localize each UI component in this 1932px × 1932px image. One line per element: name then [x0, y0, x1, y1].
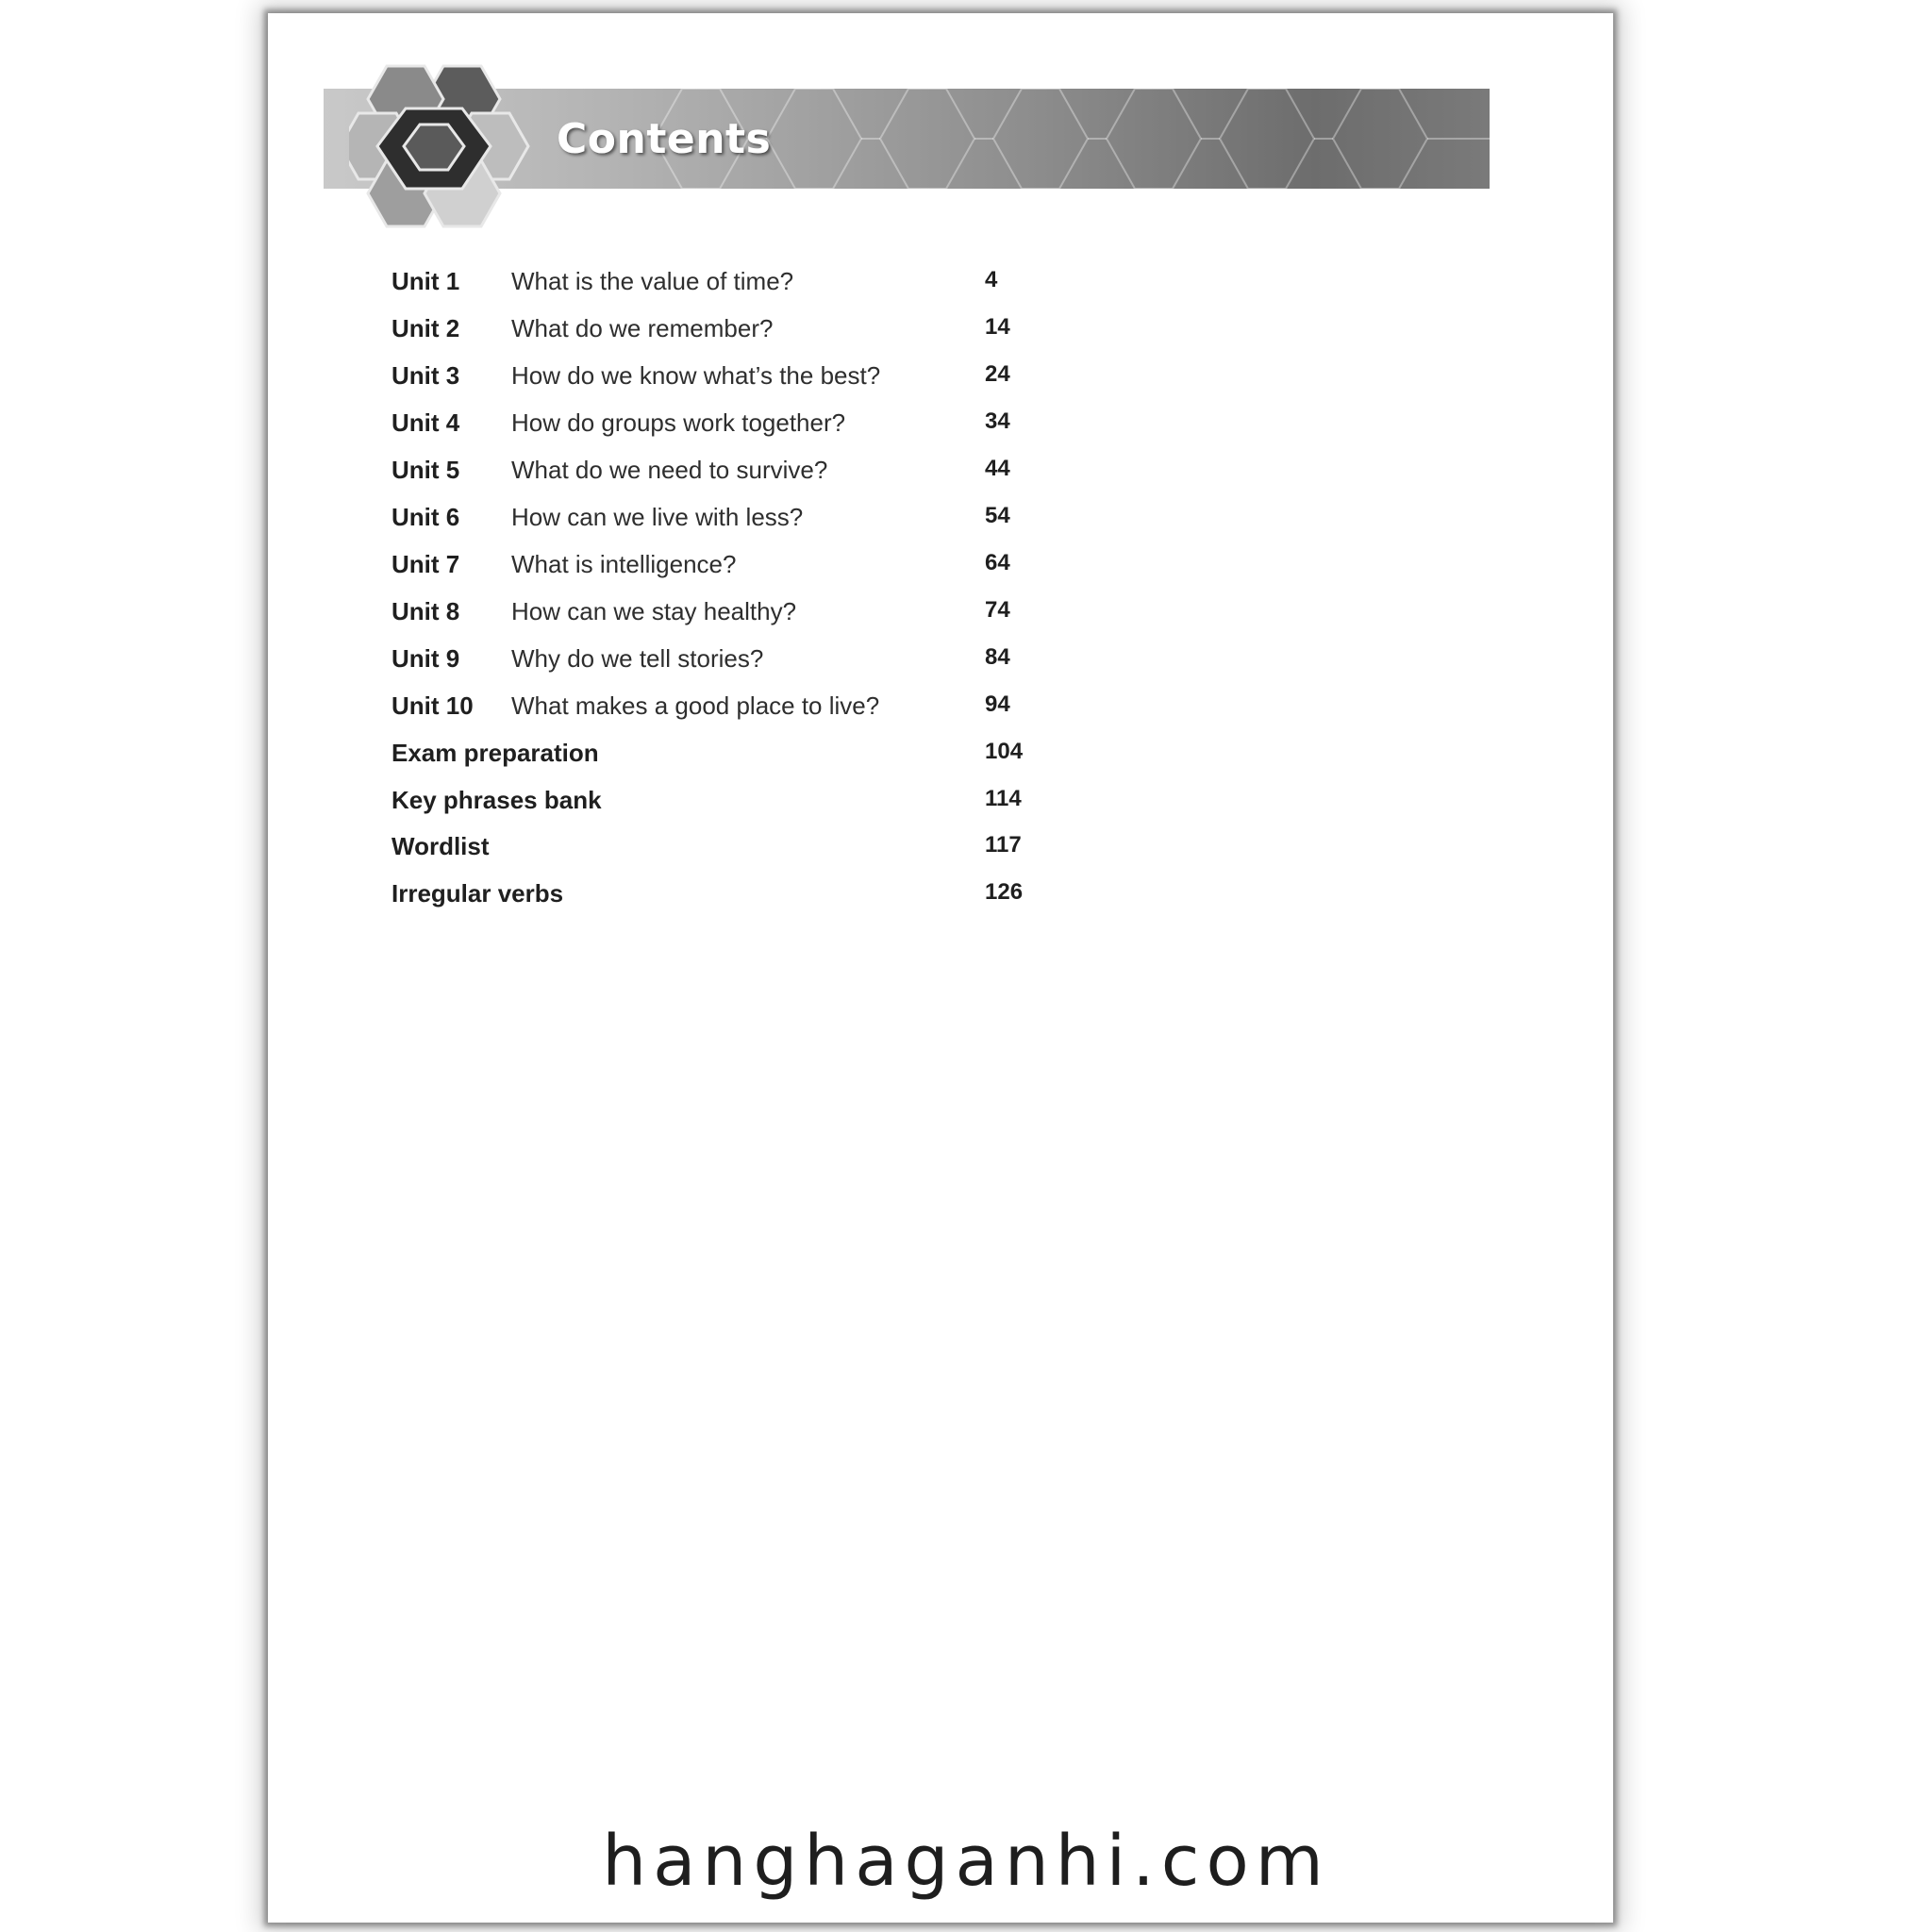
toc-row-unit-6[interactable]	[391, 503, 1052, 550]
toc-section-title: Wordlist	[391, 832, 490, 860]
toc-row-irregular-verbs[interactable]	[391, 879, 1052, 926]
toc-unit-title: How can we live with less?	[511, 503, 804, 531]
toc-unit-label: Unit 4	[391, 408, 460, 437]
toc-page-number: 104	[985, 739, 1024, 764]
toc-unit-title: What is intelligence?	[511, 550, 737, 578]
toc-row-wordlist[interactable]	[391, 832, 1052, 879]
toc-unit-label: Unit 1	[391, 267, 460, 295]
toc-unit-label: Unit 3	[391, 361, 460, 390]
toc-unit-label: Unit 7	[391, 550, 460, 578]
watermark-text: hanghaganhi.com	[602, 1821, 1330, 1902]
toc-unit-title: How can we stay healthy?	[511, 597, 797, 625]
toc-page-number: 117	[985, 832, 1022, 858]
toc-page-number: 44	[985, 456, 1010, 481]
toc-unit-title: What do we remember?	[511, 314, 774, 342]
toc-row-unit-5[interactable]	[391, 456, 1052, 503]
toc-row-unit-3[interactable]	[391, 361, 1052, 408]
hexagon-emblem-icon	[349, 57, 538, 236]
toc-unit-label: Unit 8	[391, 597, 460, 625]
toc-section-title: Exam preparation	[391, 739, 599, 767]
toc-row-exam-preparation[interactable]	[391, 739, 1052, 786]
toc-section-title: Irregular verbs	[391, 878, 564, 908]
toc-unit-label: Unit 9	[391, 644, 460, 673]
toc-row-unit-4[interactable]	[391, 408, 1052, 456]
toc-row-unit-9[interactable]	[391, 644, 1052, 691]
toc-page-number: 24	[985, 361, 1010, 387]
toc-page-number: 94	[985, 691, 1010, 717]
toc-page-number: 126	[985, 878, 1024, 905]
toc-page-number: 4	[985, 267, 998, 292]
toc-unit-title: How do we know what’s the best?	[511, 361, 881, 390]
toc-page-number: 54	[985, 503, 1010, 528]
toc-row-unit-10[interactable]	[391, 691, 1052, 739]
toc-page-number: 34	[985, 408, 1010, 434]
toc-unit-label: Unit 5	[391, 456, 460, 484]
toc-unit-title: How do groups work together?	[511, 408, 846, 437]
toc-unit-title: What is the value of time?	[511, 267, 794, 295]
toc-section-title: Key phrases bank	[391, 785, 602, 814]
toc-unit-title: What makes a good place to live?	[511, 691, 880, 720]
table-of-contents	[391, 267, 1052, 925]
toc-row-unit-8[interactable]	[391, 597, 1052, 644]
toc-row-unit-7[interactable]	[391, 550, 1052, 597]
toc-row-key-phrases-bank[interactable]	[391, 786, 1052, 833]
toc-unit-title: Why do we tell stories?	[511, 644, 764, 673]
toc-page-number: 74	[985, 597, 1010, 623]
toc-page-number: 114	[985, 785, 1022, 811]
toc-page-number: 14	[985, 314, 1010, 340]
toc-unit-label: Unit 2	[391, 314, 460, 342]
toc-page-number: 64	[985, 550, 1010, 575]
toc-unit-title: What do we need to survive?	[511, 456, 828, 484]
toc-row-unit-2[interactable]	[391, 314, 1052, 361]
toc-row-unit-1[interactable]	[391, 267, 1052, 314]
page-title: Contents	[557, 115, 772, 163]
toc-unit-label: Unit 10	[391, 691, 474, 720]
toc-unit-label: Unit 6	[391, 503, 460, 531]
toc-page-number: 84	[985, 644, 1010, 670]
